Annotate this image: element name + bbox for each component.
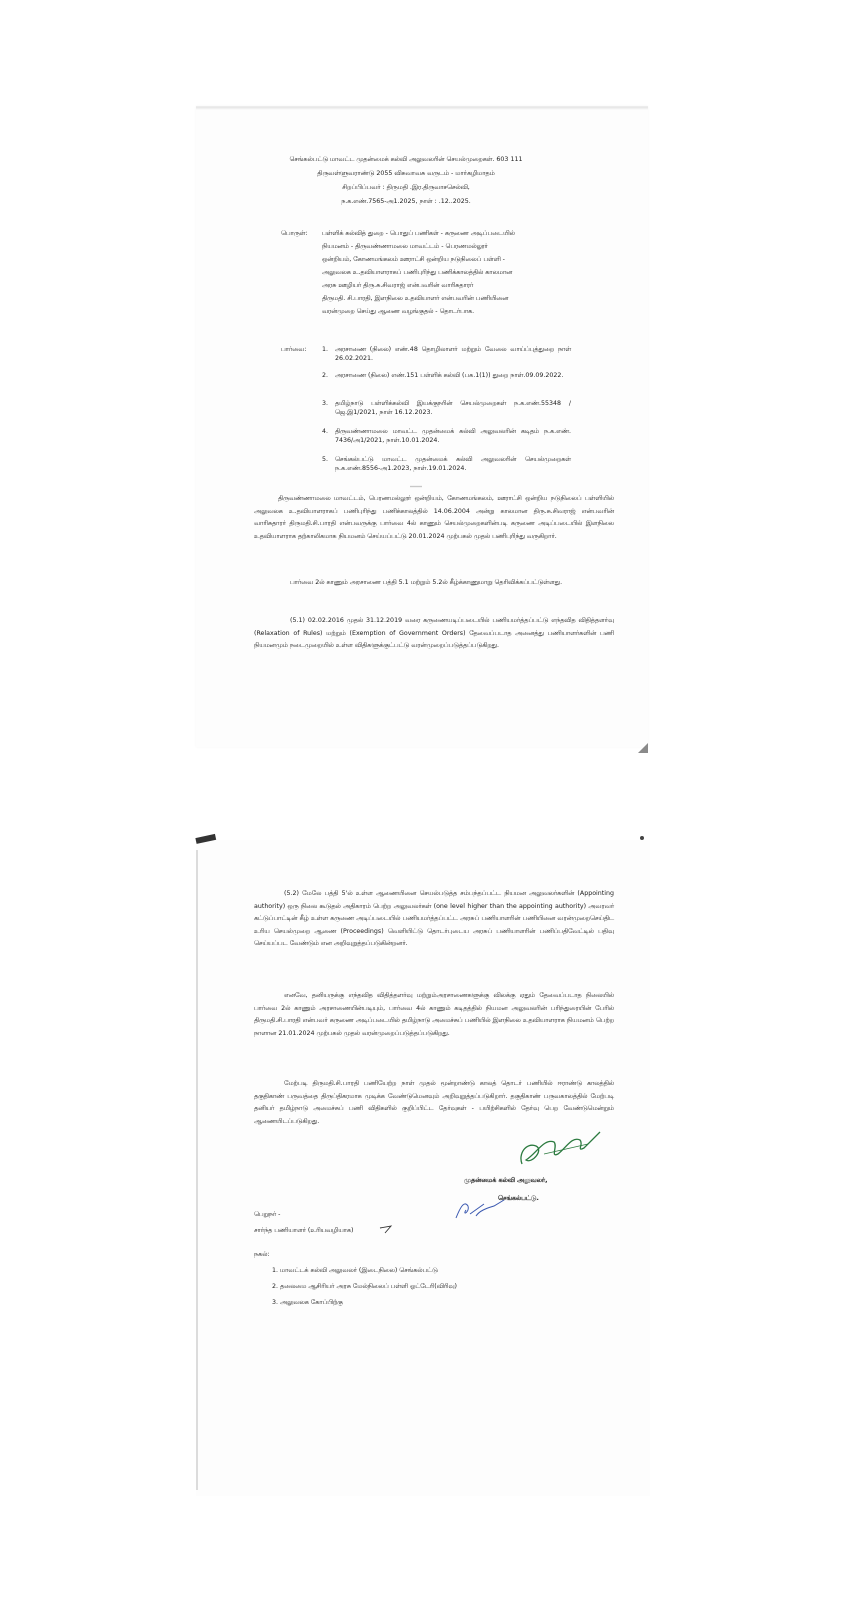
- copy-item: 3. அலுவலக கோப்பிற்கு: [272, 1299, 343, 1306]
- copy-item: 1. மாவட்டக் கல்வி அலுவலர் (இடைநிலை) செங்கல்பட்டு: [272, 1267, 438, 1274]
- body-paragraph: திருவண்ணாமலை மாவட்டம், பெரணமல்லூர் ஒன்றியம், கோணமங்கலம், ஊராட்சி ஒன்றிய நடுநிலைப் பள்ளியில் அலுவலக உ.தவியாளராகப் பணிபுரிந்து பணிக்காலத்தில் 14.06.2004 அன்று காலமான திரு.சு.சிவராஜ் என்பவரின் வாரிசுதாரர் திருமதி.சி.பாரதி என்பவருக்கு பார்வை 4ல் காணும் செயல்முறைகளின்படி கருணை அடிப்படையில் இளநிலை உதவியாளராக தற்காலிகமாக நியமனம் செய்யப்பட்டு 20.01.2024 முற்பகல் முதல் பணிபுரிந்து வருகிறார்.: [254, 495, 614, 540]
- signatory-designation: முதன்மைக் கல்வி அலுவலர்,: [464, 1177, 548, 1184]
- page-left-edge: [196, 850, 198, 1490]
- reference-number: 2.: [322, 372, 329, 379]
- initials-image: [450, 1190, 510, 1224]
- reference-text: செங்கல்பட்டு மாவட்ட முதன்மைக் கல்வி அலுவலரின் செயல்முறைகள் ந.க.எண்.8556-அ1.2023, நாள்.19.01.2024.: [335, 456, 571, 472]
- body-paragraph: (5.2) மேலே பத்தி 5'ல் உள்ள ஆணையினை செயல்படுத்த சம்பந்தப்பட்ட நியமன அலுவலர்களின் (Appointing authority) ஒரு நிலை கூடுதல் அதிகாரம் பெற்ற அலுவலர்கள் (one level higher than the appointing authority) அவரவர் கட்டுப்பாட்டின் கீழ் உள்ள கருணை அடிப்படையில் பணியமர்த்தப்பட்ட அரசுப் பணியாளரின் பணியினை வரன்முறைசெய்திட உரிய செயல்முறை ஆணை (Proceedings) வெளியிட்டு தொடர்புடைய அரசுப் பணியாளரின் பணிப்பதிவேட்டில் பதிவு செய்யப்பட வேண்டும் என அறிவுறுத்தப்படுகின்றனர்.: [254, 890, 614, 947]
- header-line-2: திருவள்ளுவராண்டு 2055 விசுவாவசு வருடம் - மார்கழிமாதம்: [317, 170, 495, 177]
- signatory-place: செங்கல்பட்டு.: [498, 1195, 539, 1202]
- header-line-3: சிறப்பிப்பவர் : திருமதி .இர.திருவாசசெல்வி,: [342, 184, 470, 191]
- reference-number: 3.: [322, 400, 329, 407]
- recipient-line: சார்ந்த பணியாளர் (உரியவழியாக): [254, 1227, 354, 1234]
- separator-mark: ******: [410, 485, 422, 490]
- reference-number: 5.: [322, 456, 329, 463]
- reference-item: [322, 371, 572, 397]
- subject-label: பொருள்:: [281, 230, 308, 237]
- reference-item: [322, 399, 572, 425]
- page-corner-fold: [638, 743, 648, 753]
- reference-item: [322, 455, 572, 481]
- reference-number: 4.: [322, 428, 329, 435]
- subject-line: திருமதி. சி.பாரதி, இளநிலை உதவியாளர் என்பவரின் பணியினை: [322, 295, 509, 302]
- scan-corner-mark: [195, 834, 216, 844]
- header-line-1: செங்கல்பட்டு மாவட்ட முதன்மைக் கல்வி அலுவலரின் செயல்முறைகள். 603 111: [289, 156, 523, 163]
- recipient-label: பெறுநர் -: [254, 1211, 281, 1218]
- subject-line: அரசு ஊழியர் திரு.சு.சிவராஜ் என்பவரின் வாரிசுதாரர்: [322, 282, 474, 289]
- page-edge: [196, 107, 648, 110]
- reference-number: 1.: [322, 346, 329, 353]
- reference-text: தமிழ்நாடு பள்ளிக்கல்வி இயக்குநரின் செயல்முறைகள் ந.க.எண்.55348 /ஜெ.இ1/2021, நாள் 16.12.2023.: [335, 400, 571, 416]
- scan-dot-mark: [640, 836, 644, 840]
- document-page-2: [196, 840, 650, 1496]
- subject-line: வரன்முறை செய்து ஆணை வழங்குதல் - தொடர்பாக.: [322, 308, 475, 315]
- subject-line: பள்ளிக் கல்வித் துறை - பொதுப் பணிகள் - கருணை அடிப்படையில்: [322, 230, 515, 237]
- references-label: பார்வை:: [281, 346, 307, 353]
- signature-image: [514, 1124, 604, 1176]
- copies-label: நகல்:: [254, 1251, 270, 1258]
- reference-text: அரசாணை (நிலை) எண்.151 பள்ளிக் கல்வி (பக.1(1)) துறை நாள்.09.09.2022.: [335, 372, 564, 379]
- reference-text: திருவண்ணாமலை மாவட்ட முதன்மைக் கல்வி அலுவலரின் கடிதம் ந.க.எண். 7436/அ1/2021, நாள்.10.01.2024.: [335, 428, 571, 444]
- tick-mark: [379, 1224, 393, 1234]
- body-paragraph: பார்வை 2ல் காணும் அரசாணை பத்தி 5.1 மற்றும் 5.2ல் கீழ்க்காணுமாறு தெரிவிக்கப்பட்டுள்ளது.: [290, 579, 563, 586]
- header-line-4: ந.க.எண்.7565-அ1.2025, நாள் : .12..2025.: [341, 198, 471, 205]
- body-paragraph: எனவே, தனியருக்கு எந்தவித விதித்தளர்வு மற்றும்அரசாணைகளுக்கு விலக்கு ஏதும் தேவைப்படாத நிலையில் பார்வை 2ல் காணும் அரசாணையின்படியும், பார்வை 4ல் காணும் கடிதத்தில் நியமன அலுவலரின் பரிந்துரையின் பேரில் திருமதி.சி.பாரதி என்பவர் கருணை அடிப்படையில் தமிழ்நாடு அமைச்சுப் பணியில் இளநிலை உதவியாளராக நியமனம் பெற்ற நாளான 21.01.2024 முற்பகல் முதல் வரன்முறைப்படுத்தப்படுகிறது.: [254, 992, 614, 1037]
- body-paragraph: (5.1) 02.02.2016 முதல் 31.12.2019 வரை கருணையடிப்படையில் பணியமர்த்தப்பட்டு எந்தவித விதித்தளர்வு (Relaxation of Rules) மற்றும் (Exemption of Government Orders) தேவைப்படாத அனைத்து பணியாளர்களின் பணி நியமனமும் நடைமுறையில் உள்ள விதிகளுக்குட்பட்டு வரன்முறைப்படுத்தப்படுகிறது.: [254, 617, 614, 649]
- body-paragraph: மேற்படி திருமதி.சி.பாரதி பணியேற்ற நாள் முதல் மூன்றாண்டு காலத் தொடர் பணியில் ஈராண்டு காலத்தில் தகுதிகாண் பருவத்தை திருப்திகரமாக முடிக்க வேண்டுமெனவும் அறிவுறுத்தப்படுகிறார். தகுதிகாண் பருவகாலத்தில் மேற்படி தனியர் தமிழ்நாடு அமைச்சுப் பணி விதிகளில் குறிப்பிட்ட தேர்வுகள் - பயிற்சிகளில் தேர்வு பெற வேண்டுமென்றும் ஆணையிடப்படுகிறது.: [254, 1080, 614, 1125]
- document-page-1: [196, 106, 648, 747]
- subject-line: அலுவலக உ.தவியாளராகப் பணிபுரிந்து பணிக்காலத்தில் காலமான: [322, 269, 513, 276]
- reference-item: [322, 345, 572, 371]
- reference-item: [322, 427, 572, 453]
- reference-text: அரசாணை (நிலை) எண்.48 தொழிலாளர் மற்றும் வேலை வாய்ப்புத்துறை நாள் 26.02.2021.: [335, 346, 571, 362]
- subject-line: நியமனம் - திருவண்ணாமலை மாவட்டம் - பெரணமல்லூர்: [322, 243, 488, 250]
- copy-item: 2. தலைமை ஆசிரியர் அரசு மேல்நிலைப் பள்ளி ஓட்டேரி(விரிவு): [272, 1283, 457, 1290]
- subject-line: ஒன்றியம், கோணமங்கலம் ஊராட்சி ஒன்றிய நடுநிலைப் பள்ளி -: [322, 256, 505, 263]
